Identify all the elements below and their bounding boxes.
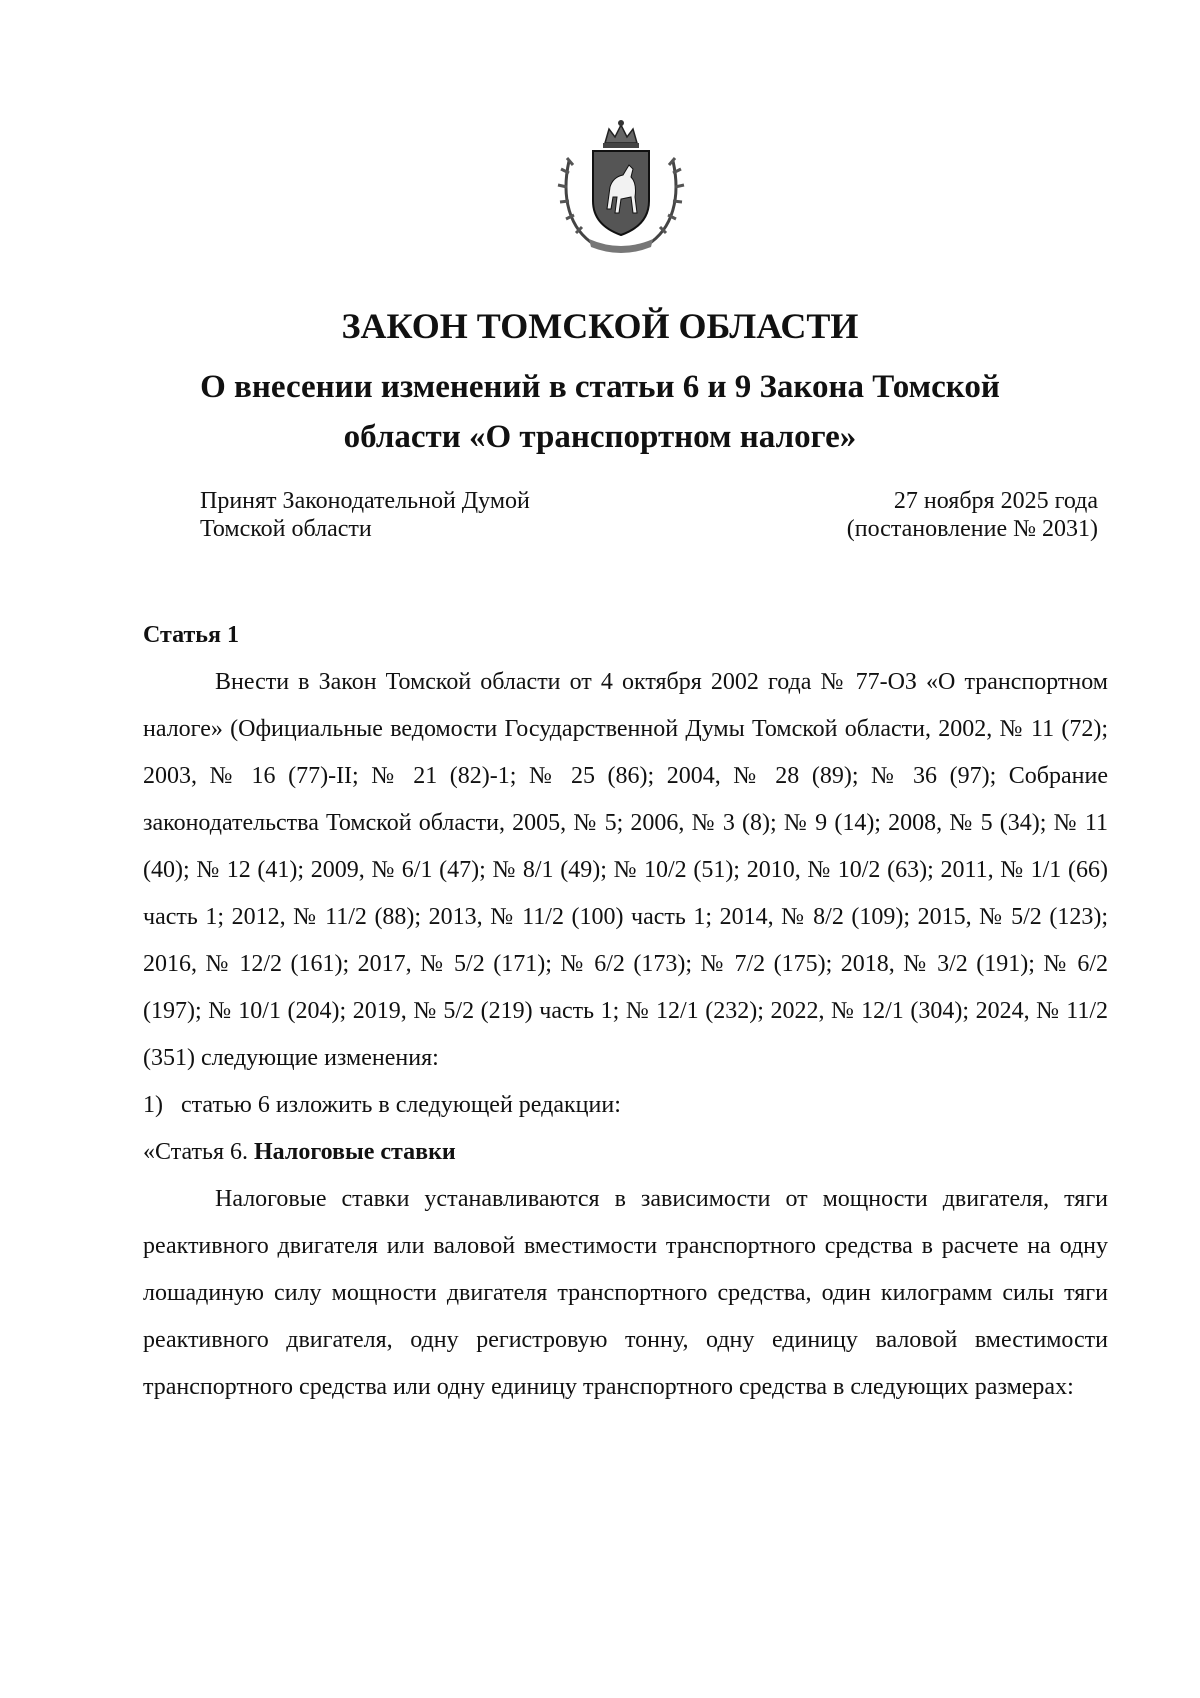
adoption-date-line: 27 ноября 2025 года xyxy=(893,488,1098,514)
document-subtitle xyxy=(0,362,1200,462)
article-1-intro: Внести в Закон Томской области от 4 октября 2002 года № 77-ОЗ «О транспортном налоге» (Официальные ведомости Государственной Думы Томской области, 2002, № 11 (72); 2003, № 16 (77)-II; № 21 (82)-1; № 25 (86); 2004, № 28 (89); № 36 (97); Собрание законодательства Томской области, 2005, № 5; 2006, № 3 (8); № 9 (14); 2008, № 5 (34); № 11 (40); № 12 (41); 2009, № 6/1 (47); № 8/1 (49); № 10/2 (51); 2010, № 10/2 (63); 2011, № 1/1 (66) часть 1; 2012, № 11/2 (88); 2013, № 11/2 (100) часть 1; 2014, № 8/2 (109); 2015, № 5/2 (123); 2016, № 12/2 (161); 2017, № 5/2 (171); № 6/2 (173); № 7/2 (175); 2018, № 3/2 (191); № 6/2 (197); № 10/1 (204); 2019, № 5/2 (219) часть 1; № 12/1 (232); 2022, № 12/1 (304); 2024, № 11/2 (351) следующие изменения: xyxy=(143,669,1108,1071)
adopted-by-line-2: Томской области xyxy=(200,516,372,542)
article-6-text: Налоговые ставки устанавливаются в зависимости от мощности двигателя, тяги реактивного двигателя или валовой вместимости транспортного средства в расчете на одну лошадиную силу мощности двигателя транспортного средства, один килограмм силы тяги реактивного двигателя, одну регистровую тонну, одну единицу валовой вместимости транспортного средства или одну единицу транспортного средства в следующих размерах: xyxy=(143,1186,1108,1400)
subtitle-line-2: области «О транспортном налоге» xyxy=(343,419,857,455)
adopted-by xyxy=(200,487,530,543)
adopted-by-line-1: Принят Законодательной Думой xyxy=(200,488,530,514)
subtitle-line-1: О внесении изменений в статьи 6 и 9 Закона Томской xyxy=(200,369,1000,405)
adoption-date xyxy=(847,487,1098,543)
article-6-title: Налоговые ставки xyxy=(253,1139,456,1165)
list-item-1: 1) статью 6 изложить в следующей редакции: xyxy=(143,1092,621,1118)
document-title: ЗАКОН ТОМСКОЙ ОБЛАСТИ xyxy=(341,306,859,346)
article-6-prefix: «Статья 6. xyxy=(143,1139,254,1165)
article-6-heading xyxy=(143,1129,1108,1176)
resolution-number-line: (постановление № 2031) xyxy=(846,516,1098,542)
document-body xyxy=(143,612,1108,1411)
article-1-heading: Статья 1 xyxy=(143,622,239,648)
coat-of-arms-emblem xyxy=(555,117,687,253)
